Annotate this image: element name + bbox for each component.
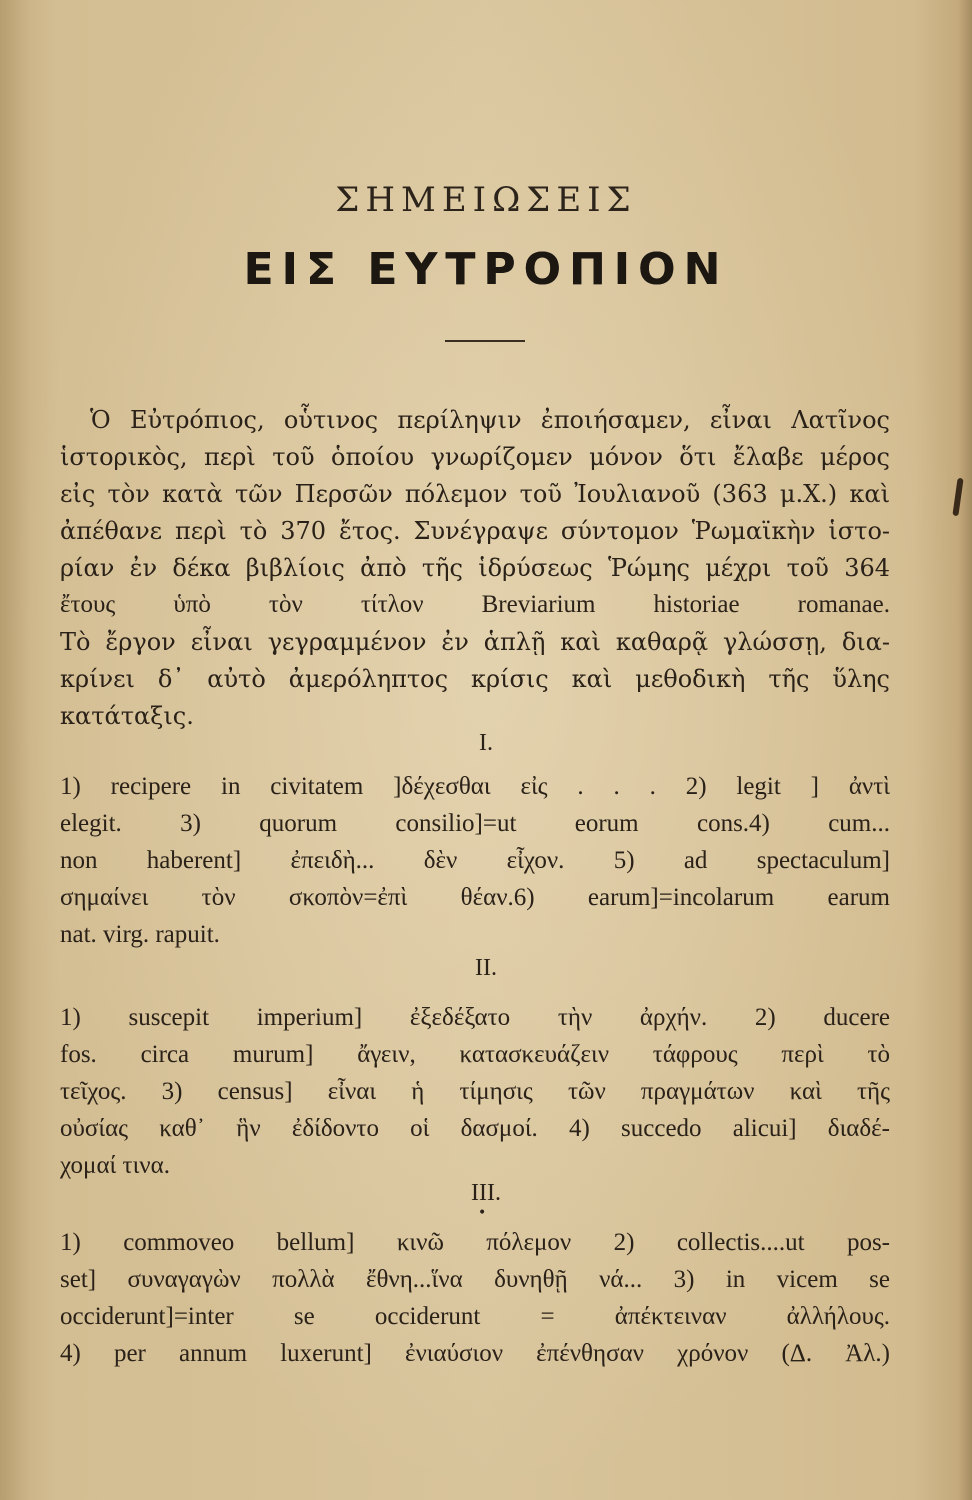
intro-line: ἔτους ὑπὸ τὸν τίτλον Breviarium historiae romanae. [60, 591, 890, 618]
page-title: ΕΙΣ ΕΥΤΡΟΠΙΟΝ [243, 244, 729, 295]
intro-line: κρίνει δ᾽ αὐτὸ ἀμερόληπτος κρίσις καὶ μεθοδικὴ τῆς ὕλης [60, 665, 890, 693]
note-line: 1) recipere in civitatem ]δέχεσθαι εἰς . . . 2) legit ] ἀντὶ [60, 773, 890, 800]
section-heading: II. [475, 955, 497, 981]
section-heading: III. [471, 1180, 501, 1206]
section-heading: I. [479, 730, 493, 756]
intro-line: εἰς τὸν κατὰ τῶν Περσῶν πόλεμον τοῦ Ἰουλιανοῦ (363 μ.Χ.) καὶ [60, 480, 890, 508]
intro-line: Ὁ Εὐτρόπιος, οὗτινος περίληψιν ἐποιήσαμεν, εἶναι Λατῖνος [90, 406, 890, 434]
note-line: set] συναγαγὼν πολλὰ ἔθνη...ἵνα δυνηθῇ νά... 3) in vicem se [60, 1266, 890, 1293]
note-line: 1) suscepit imperium] ἐξεδέξατο τὴν ἀρχήν. 2) ducere [60, 1004, 890, 1031]
note-line: 1) commoveo bellum] κινῶ πόλεμον 2) collectis....ut pos- [60, 1229, 890, 1256]
intro-line: ἀπέθανε περὶ τὸ 370 ἔτος. Συνέγραψε σύντομον Ῥωμαϊκὴν ἱστο- [60, 517, 890, 545]
intro-line: Τὸ ἔργον εἶναι γεγραμμένον ἐν ἁπλῇ καὶ καθαρᾷ γλώσσῃ, δια- [60, 628, 890, 656]
note-line: occiderunt]=inter se occiderunt = ἀπέκτειναν ἀλλήλους. [60, 1303, 890, 1330]
note-line: σημαίνει τὸν σκοπὸν=ἐπὶ θέαν.6) earum]=incolarum earum [60, 884, 890, 911]
intro-line: κατάταξις. [60, 702, 194, 730]
intro-line: ρίαν ἐν δέκα βιβλίοις ἀπὸ τῆς ἱδρύσεως Ῥώμης μέχρι τοῦ 364 [60, 554, 890, 582]
note-line: fos. circa murum] ἄγειν, κατασκευάζειν τάφρους περὶ τὸ [60, 1041, 890, 1068]
note-line: οὐσίας καθ᾽ ἣν ἐδίδοντο οἱ δασμοί. 4) succedo alicui] διαδέ- [60, 1115, 890, 1142]
title-divider [445, 340, 525, 342]
note-line: 4) per annum luxerunt] ἐνιαύσιον ἐπένθησαν χρόνον (Δ. Ἀλ.) [60, 1340, 890, 1367]
page-heading: ΣΗΜΕΙΩΣΕΙΣ [335, 180, 637, 220]
note-line: χομαί τινα. [60, 1152, 170, 1179]
ink-dot: • [478, 1205, 487, 1221]
note-line: non haberent] ἐπειδὴ... δὲν εἶχον. 5) ad spectaculum] [60, 847, 890, 874]
note-line: τεῖχος. 3) census] εἶναι ἡ τίμησις τῶν πραγμάτων καὶ τῆς [60, 1078, 890, 1105]
note-line: elegit. 3) quorum consilio]=ut eorum cons.4) cum... [60, 810, 890, 837]
note-line: nat. virg. rapuit. [60, 921, 220, 948]
intro-line: ἱστορικὸς, περὶ τοῦ ὁποίου γνωρίζομεν μόνον ὅτι ἔλαβε μέρος [60, 443, 890, 471]
